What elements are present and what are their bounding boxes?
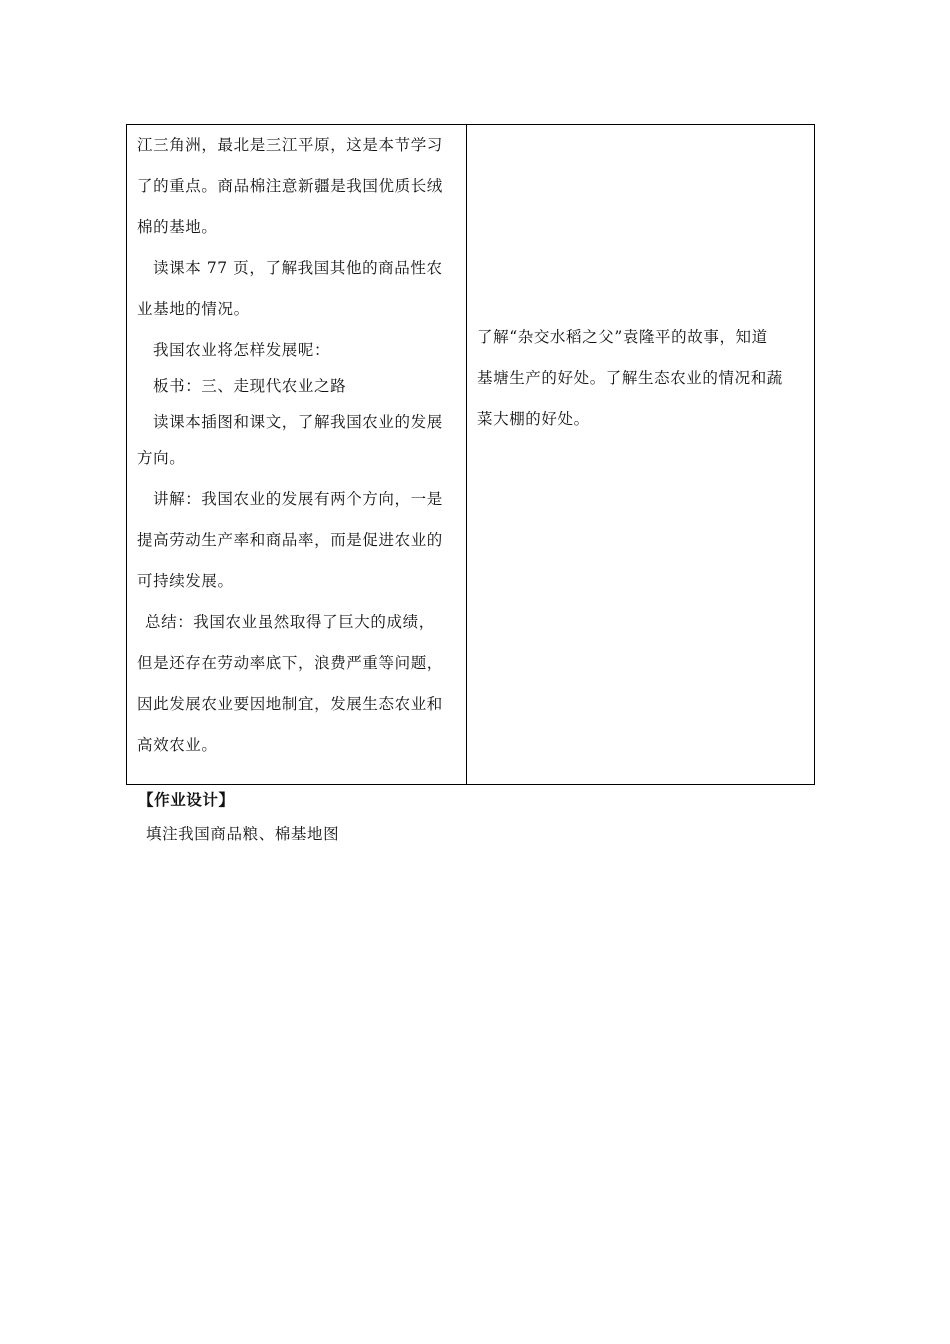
summary-line: 因此发展农业要因地制宜，发展生态农业和: [137, 695, 443, 713]
text-line: 提高劳动生产率和商品率，而是促进农业的: [137, 531, 443, 549]
lesson-table: [126, 124, 815, 785]
teaching-process-cell: [127, 125, 467, 784]
text-line: 棉的基地。: [137, 218, 218, 236]
summary-line: 但是还存在劳动率底下，浪费严重等问题，: [137, 654, 443, 672]
text-line: 菜大棚的好处。: [477, 410, 590, 428]
blackboard-heading: 板书：三、走现代农业之路: [153, 377, 347, 395]
text-line: 可持续发展。: [137, 572, 234, 590]
summary-line: 高效农业。: [137, 736, 218, 754]
student-activity-cell: [467, 125, 814, 784]
homework-section-title: 【作业设计】: [138, 791, 235, 809]
text-line: 了的重点。商品棉注意新疆是我国优质长绒: [137, 177, 443, 195]
text-line: 业基地的情况。: [137, 300, 250, 318]
text-line: 读课本插图和课文，了解我国农业的发展: [153, 413, 443, 431]
text-line: 讲解：我国农业的发展有两个方向，一是: [153, 490, 443, 508]
student-activity-text: [477, 125, 808, 444]
summary-line: 总结：我国农业虽然取得了巨大的成绩，: [145, 613, 435, 631]
text-line: 基塘生产的好处。了解生态农业的情况和蔬: [477, 369, 783, 387]
text-line: 方向。: [137, 449, 186, 467]
homework-item: 填注我国商品粮、棉基地图: [146, 825, 340, 843]
text-line: 读课本 77 页，了解我国其他的商品性农: [153, 259, 443, 277]
text-line: 江三角洲，最北是三江平原，这是本节学习: [137, 136, 443, 154]
text-line: 我国农业将怎样发展呢：: [153, 341, 331, 359]
text-line: 了解“杂交水稻之父”袁隆平的故事，知道: [477, 328, 768, 346]
